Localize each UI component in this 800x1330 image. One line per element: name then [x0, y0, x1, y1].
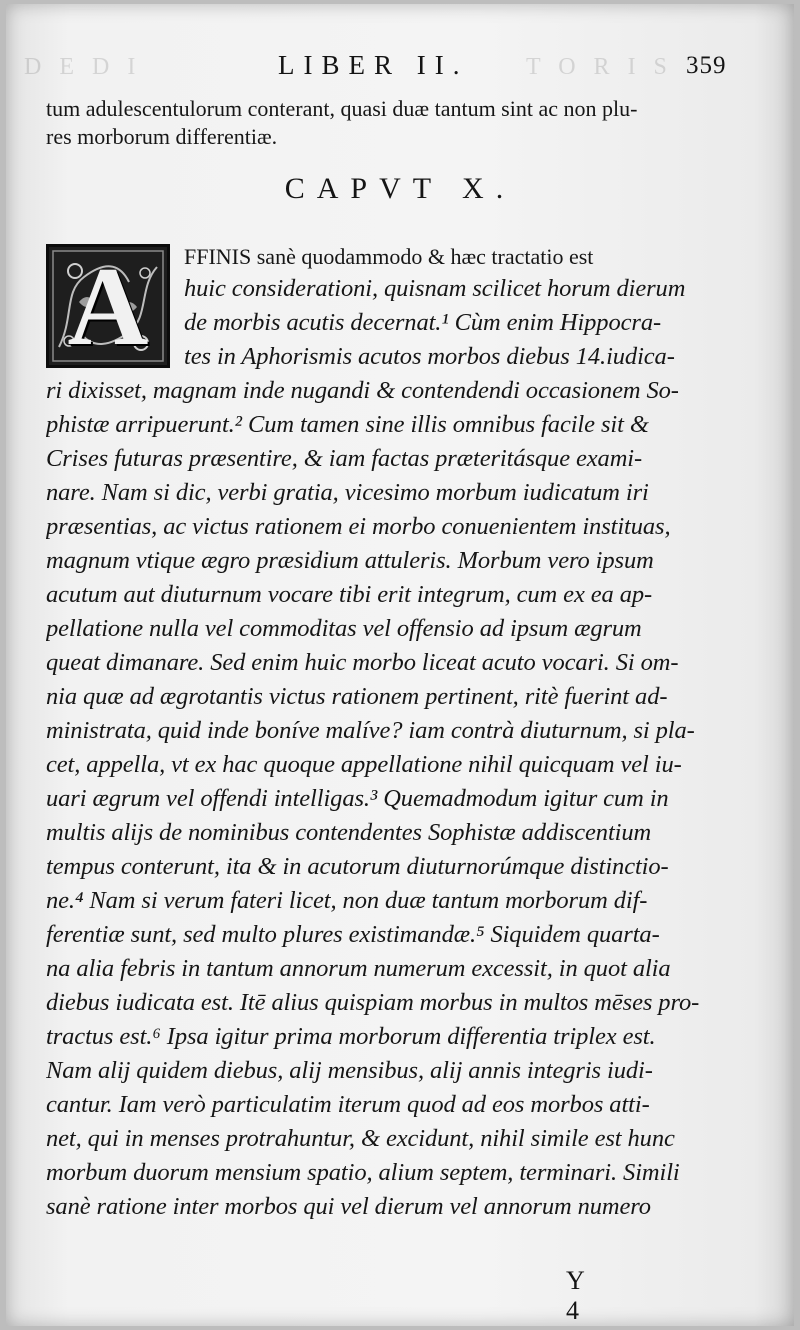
- running-title: LIBER II.: [278, 50, 469, 80]
- body-line-1: [184, 240, 776, 274]
- body-line-23: diebus iudicata est. Itē alius quispiam morbus in multos mēses pro-: [46, 989, 700, 1016]
- body-line-15: ministrata, quid inde boníve malíve? iam contrà diuturnum, si pla-: [46, 717, 695, 744]
- body-line-1-text: FFINIS sanè quodammodo & hæc tractatio est: [184, 244, 594, 269]
- body-line-18: multis alijs de nominibus contendentes Sophistæ addiscentium: [46, 819, 652, 846]
- body-line-10: magnum vtique ægro præsidium attuleris. Morbum vero ipsum: [46, 547, 654, 574]
- drop-cap-letter: A: [67, 245, 149, 369]
- body-line-6: phistæ arripuerunt.² Cum tamen sine illis omnibus facile sit &: [46, 411, 649, 438]
- body-line-13: queat dimanare. Sed enim huic morbo liceat acuto vocari. Si om-: [46, 649, 679, 676]
- body-line-11: acutum aut diuturnum vocare tibi erit integrum, cum ex ea ap-: [46, 581, 653, 608]
- body-line-9: præsentias, ac victus rationem ei morbo conuenientem instituas,: [46, 513, 671, 540]
- body-line-26: cantur. Iam verò particulatim iterum quod ad eos morbos atti-: [46, 1091, 650, 1118]
- signature-mark: Y 4: [566, 1266, 606, 1325]
- running-head: [6, 50, 794, 90]
- body-line-21: ferentiæ sunt, sed multo plures existimandæ.⁵ Siquidem quarta-: [46, 921, 660, 948]
- body-line-3: de morbis acutis decernat.¹ Cùm enim Hippocra-: [184, 309, 662, 336]
- body-line-8: nare. Nam si dic, verbi gratia, vicesimo morbum iudicatum iri: [46, 479, 649, 506]
- body-line-14: nia quæ ad ægrotantis victus rationem pertinent, ritè fuerint ad-: [46, 683, 668, 710]
- body-line-12: pellatione nulla vel commoditas vel offensio ad ipsum ægrum: [46, 615, 642, 642]
- bleed-through-right: T O R I S: [526, 54, 673, 80]
- book-page: [6, 4, 794, 1326]
- decorated-initial: [46, 244, 170, 368]
- body-line-17: uari ægrum vel offendi intelligas.³ Quemadmodum igitur cum in: [46, 785, 669, 812]
- intro-line-1: tum adulescentulorum conterant, quasi duæ tantum sint ac non plu-: [46, 96, 638, 121]
- chapter-title: CAPVT X.: [284, 172, 516, 205]
- body-line-2: huic considerationi, quisnam scilicet horum dierum: [184, 275, 686, 302]
- page-number: 359: [686, 52, 727, 79]
- intro-line-2: res morborum differentiæ.: [46, 124, 278, 149]
- body-line-25: Nam alij quidem diebus, alij mensibus, alij annis integris iudi-: [46, 1057, 653, 1084]
- body-line-4: tes in Aphorismis acutos morbos diebus 14.iudica-: [184, 343, 675, 370]
- body-line-22: na alia febris in tantum annorum numerum excessit, in quot alia: [46, 955, 671, 982]
- body-line-20: ne.⁴ Nam si verum fateri licet, non duæ tantum morborum dif-: [46, 887, 648, 914]
- body-line-24: tractus est.⁶ Ipsa igitur prima morborum differentia triplex est.: [46, 1023, 656, 1050]
- body-line-16: cet, appella, vt ex hac quoque appellatione nihil quicquam vel iu-: [46, 751, 682, 778]
- body-line-27: net, qui in menses protrahuntur, & excidunt, nihil simile est hunc: [46, 1125, 675, 1152]
- body-line-28: morbum duorum mensium spatio, alium septem, terminari. Simili: [46, 1159, 680, 1186]
- body-line-5: ri dixisset, magnam inde nugandi & contendendi occasionem So-: [46, 377, 679, 404]
- bleed-through-left: D E D I: [24, 54, 142, 80]
- body-line-19: tempus conterunt, ita & in acutorum diuturnorúmque distinctio-: [46, 853, 669, 880]
- body-line-29: sanè ratione inter morbos qui vel dierum vel annorum numero: [46, 1193, 651, 1220]
- body-line-7: Crises futuras præsentire, & iam factas præteritásque exami-: [46, 445, 643, 472]
